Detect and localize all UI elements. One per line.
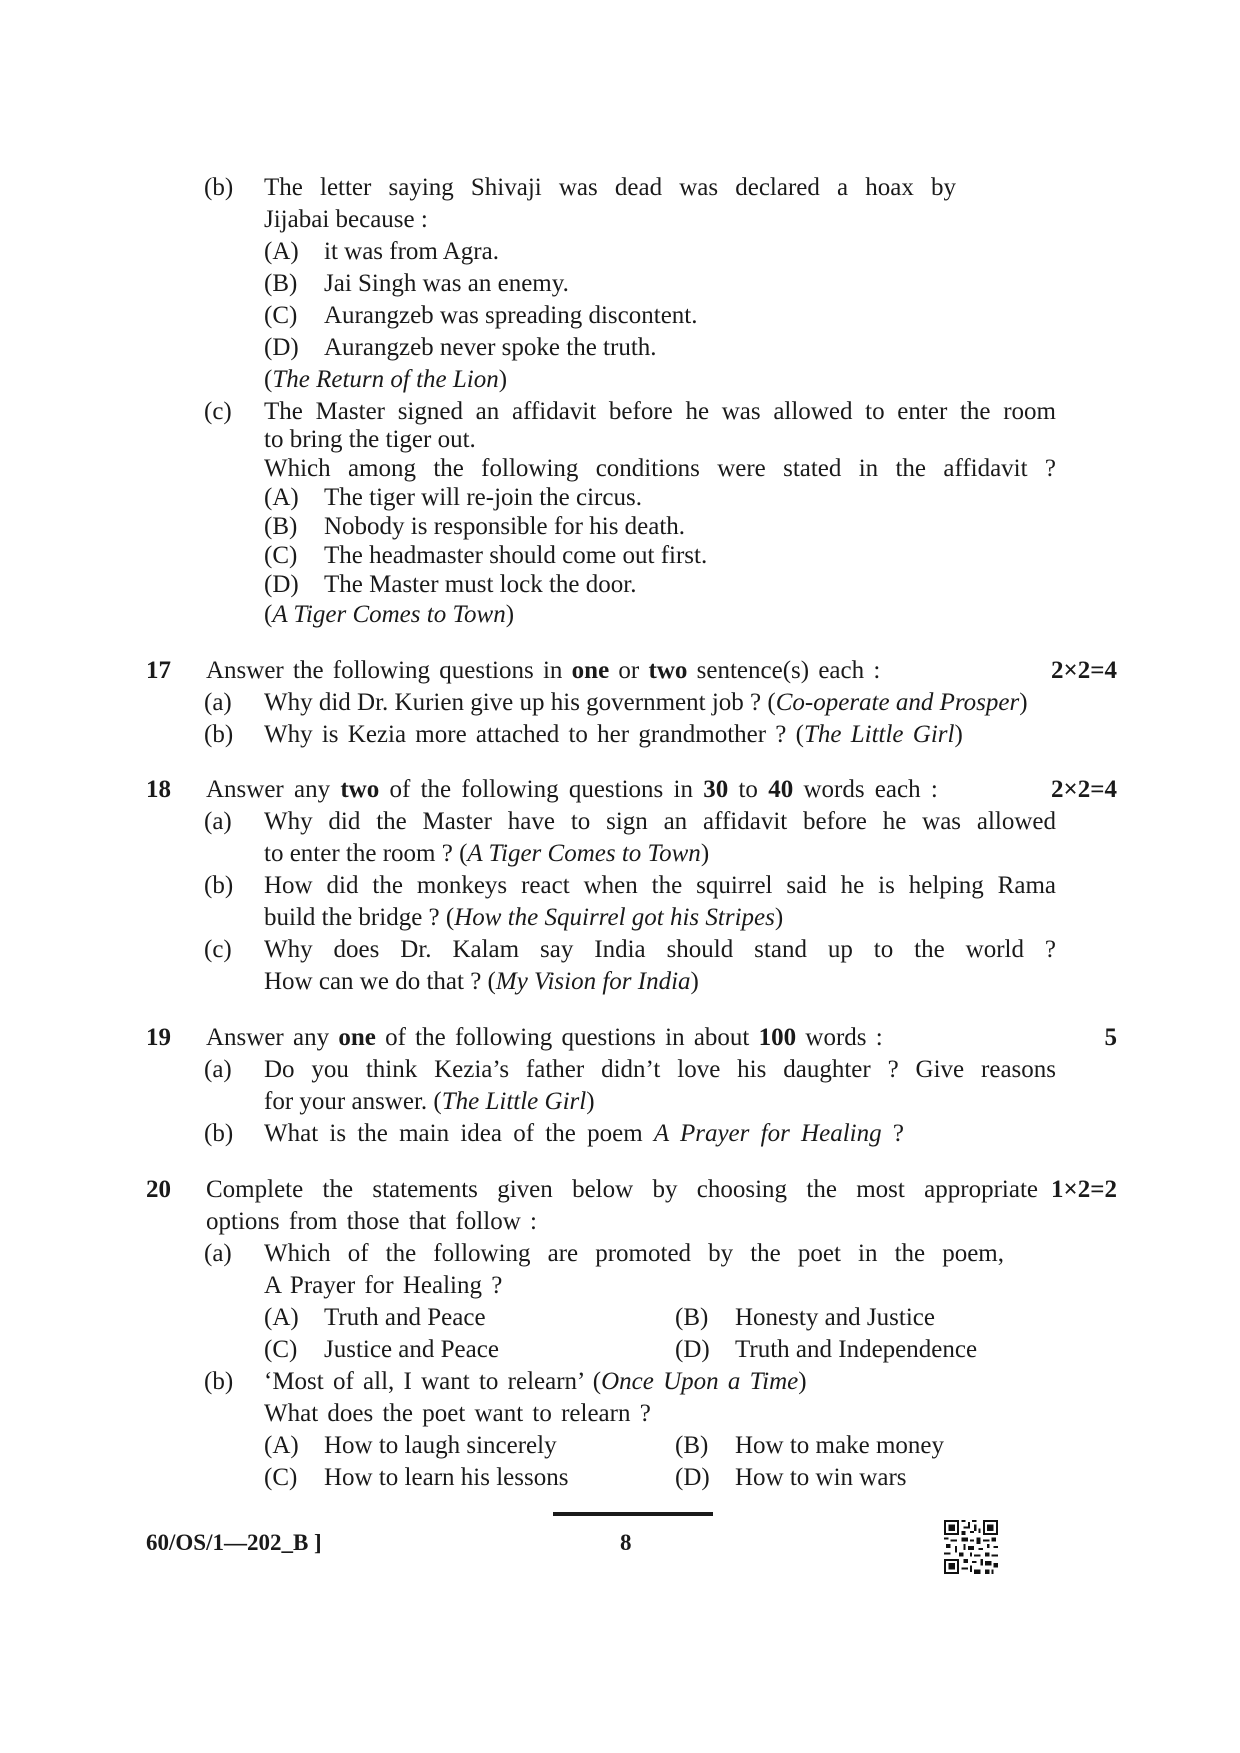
q20-a-option-text: Truth and Peace bbox=[324, 1304, 486, 1331]
q20-b-option-label: (C) bbox=[264, 1464, 298, 1491]
q16-b-option-text: it was from Agra. bbox=[324, 238, 499, 265]
q17-a-label: (a) bbox=[204, 689, 232, 716]
q16-b-stem-line1: The letter saying Shivaji was dead was declared a hoax by bbox=[264, 174, 956, 201]
q16-b-option-label: (A) bbox=[264, 238, 299, 265]
q20-b-option-label: (D) bbox=[675, 1464, 710, 1491]
q18-a-line2: to enter the room ? (A Tiger Comes to Town) bbox=[264, 840, 710, 867]
q20-a-option-text: Truth and Independence bbox=[735, 1336, 978, 1363]
q20-a-line1: Which of the following are promoted by the poet in the poem, bbox=[264, 1240, 1004, 1267]
q17-a-text: Why did Dr. Kurien give up his government job ? (Co-operate and Prosper) bbox=[264, 689, 1028, 716]
q20-a-label: (a) bbox=[204, 1240, 232, 1267]
q20-a-option-text: Justice and Peace bbox=[324, 1336, 499, 1363]
q19-b-label: (b) bbox=[204, 1120, 234, 1147]
q18-b-line2: build the bridge ? (How the Squirrel got his Stripes) bbox=[264, 904, 784, 931]
q17-b-text: Why is Kezia more attached to her grandmother ? (The Little Girl) bbox=[264, 721, 963, 748]
q16-c-stem-line1: The Master signed an affidavit before he was allowed to enter the room bbox=[264, 398, 1056, 425]
qr-code-icon bbox=[944, 1520, 998, 1574]
q17-b-label: (b) bbox=[204, 721, 234, 748]
q16-c-label: (c) bbox=[204, 398, 232, 425]
q17-number: 17 bbox=[146, 657, 171, 684]
q16-b-option-text: Jai Singh was an enemy. bbox=[324, 270, 569, 297]
q16-b-source: (The Return of the Lion) bbox=[264, 366, 508, 393]
paper-code: 60/OS/1—202_B ] bbox=[146, 1530, 322, 1555]
q19-stem: Answer any one of the following questions in about 100 words : bbox=[206, 1024, 883, 1051]
q16-c-option-label: (A) bbox=[264, 484, 299, 511]
q17-stem: Answer the following questions in one or two sentence(s) each : bbox=[206, 657, 881, 684]
q20-a-option-label: (B) bbox=[675, 1304, 709, 1331]
q20-stem-line2: options from those that follow : bbox=[206, 1208, 537, 1235]
q19-marks: 5 bbox=[1104, 1024, 1117, 1051]
q20-stem-line1: Complete the statements given below by choosing the most appropriate bbox=[206, 1176, 1038, 1203]
q20-b-option-label: (B) bbox=[675, 1432, 709, 1459]
q18-b-label: (b) bbox=[204, 872, 234, 899]
q20-a-option-text: Honesty and Justice bbox=[735, 1304, 935, 1331]
q17-marks: 2×2=4 bbox=[1051, 657, 1117, 684]
q20-b-option-label: (A) bbox=[264, 1432, 299, 1459]
q20-b-option-text: How to learn his lessons bbox=[324, 1464, 569, 1491]
q18-b-line1: How did the monkeys react when the squirrel said he is helping Rama bbox=[264, 872, 1056, 899]
q16-b-option-label: (D) bbox=[264, 334, 299, 361]
q19-number: 19 bbox=[146, 1024, 171, 1051]
q16-c-option-label: (D) bbox=[264, 571, 299, 598]
q16-c-option-label: (C) bbox=[264, 542, 298, 569]
q16-b-stem-line2: Jijabai because : bbox=[264, 206, 428, 233]
q20-a-option-label: (A) bbox=[264, 1304, 299, 1331]
q18-number: 18 bbox=[146, 776, 171, 803]
q16-c-option-label: (B) bbox=[264, 513, 298, 540]
q20-b-label: (b) bbox=[204, 1368, 234, 1395]
q16-b-label: (b) bbox=[204, 174, 234, 201]
q16-b-option-text: Aurangzeb was spreading discontent. bbox=[324, 302, 698, 329]
q16-c-option-text: The headmaster should come out first. bbox=[324, 542, 708, 569]
q18-a-label: (a) bbox=[204, 808, 232, 835]
q16-c-option-text: The Master must lock the door. bbox=[324, 571, 637, 598]
q19-b-text: What is the main idea of the poem A Prayer for Healing ? bbox=[264, 1120, 904, 1147]
q20-a-line2: A Prayer for Healing ? bbox=[264, 1272, 503, 1299]
q20-marks: 1×2=2 bbox=[1051, 1176, 1117, 1203]
q16-c-option-text: Nobody is responsible for his death. bbox=[324, 513, 686, 540]
q18-c-label: (c) bbox=[204, 936, 232, 963]
q16-c-stem-line2: to bring the tiger out. bbox=[264, 426, 476, 453]
q20-a-option-label: (D) bbox=[675, 1336, 710, 1363]
end-rule bbox=[553, 1512, 713, 1516]
q20-number: 20 bbox=[146, 1176, 171, 1203]
q16-b-option-label: (C) bbox=[264, 302, 298, 329]
q16-c-option-text: The tiger will re-join the circus. bbox=[324, 484, 642, 511]
q16-c-source: (A Tiger Comes to Town) bbox=[264, 601, 515, 628]
q19-a-line2: for your answer. (The Little Girl) bbox=[264, 1088, 595, 1115]
q16-b-option-text: Aurangzeb never spoke the truth. bbox=[324, 334, 657, 361]
q18-marks: 2×2=4 bbox=[1051, 776, 1117, 803]
q18-stem: Answer any two of the following questions in 30 to 40 words each : bbox=[206, 776, 938, 803]
q20-b-option-text: How to make money bbox=[735, 1432, 944, 1459]
q20-a-option-label: (C) bbox=[264, 1336, 298, 1363]
q20-b-option-text: How to win wars bbox=[735, 1464, 907, 1491]
q20-b-option-text: How to laugh sincerely bbox=[324, 1432, 557, 1459]
q18-a-line1: Why did the Master have to sign an affidavit before he was allowed bbox=[264, 808, 1056, 835]
q18-c-line2: How can we do that ? (My Vision for India) bbox=[264, 968, 699, 995]
q16-b-option-label: (B) bbox=[264, 270, 298, 297]
q18-c-line1: Why does Dr. Kalam say India should stand up to the world ? bbox=[264, 936, 1056, 963]
q20-b-line2: What does the poet want to relearn ? bbox=[264, 1400, 651, 1427]
q20-b-line1: ‘Most of all, I want to relearn’ (Once Upon a Time) bbox=[264, 1368, 807, 1395]
q16-c-stem-line3: Which among the following conditions were stated in the affidavit ? bbox=[264, 455, 1056, 482]
q19-a-label: (a) bbox=[204, 1056, 232, 1083]
page-number: 8 bbox=[620, 1530, 632, 1555]
q19-a-line1: Do you think Kezia’s father didn’t love his daughter ? Give reasons bbox=[264, 1056, 1056, 1083]
